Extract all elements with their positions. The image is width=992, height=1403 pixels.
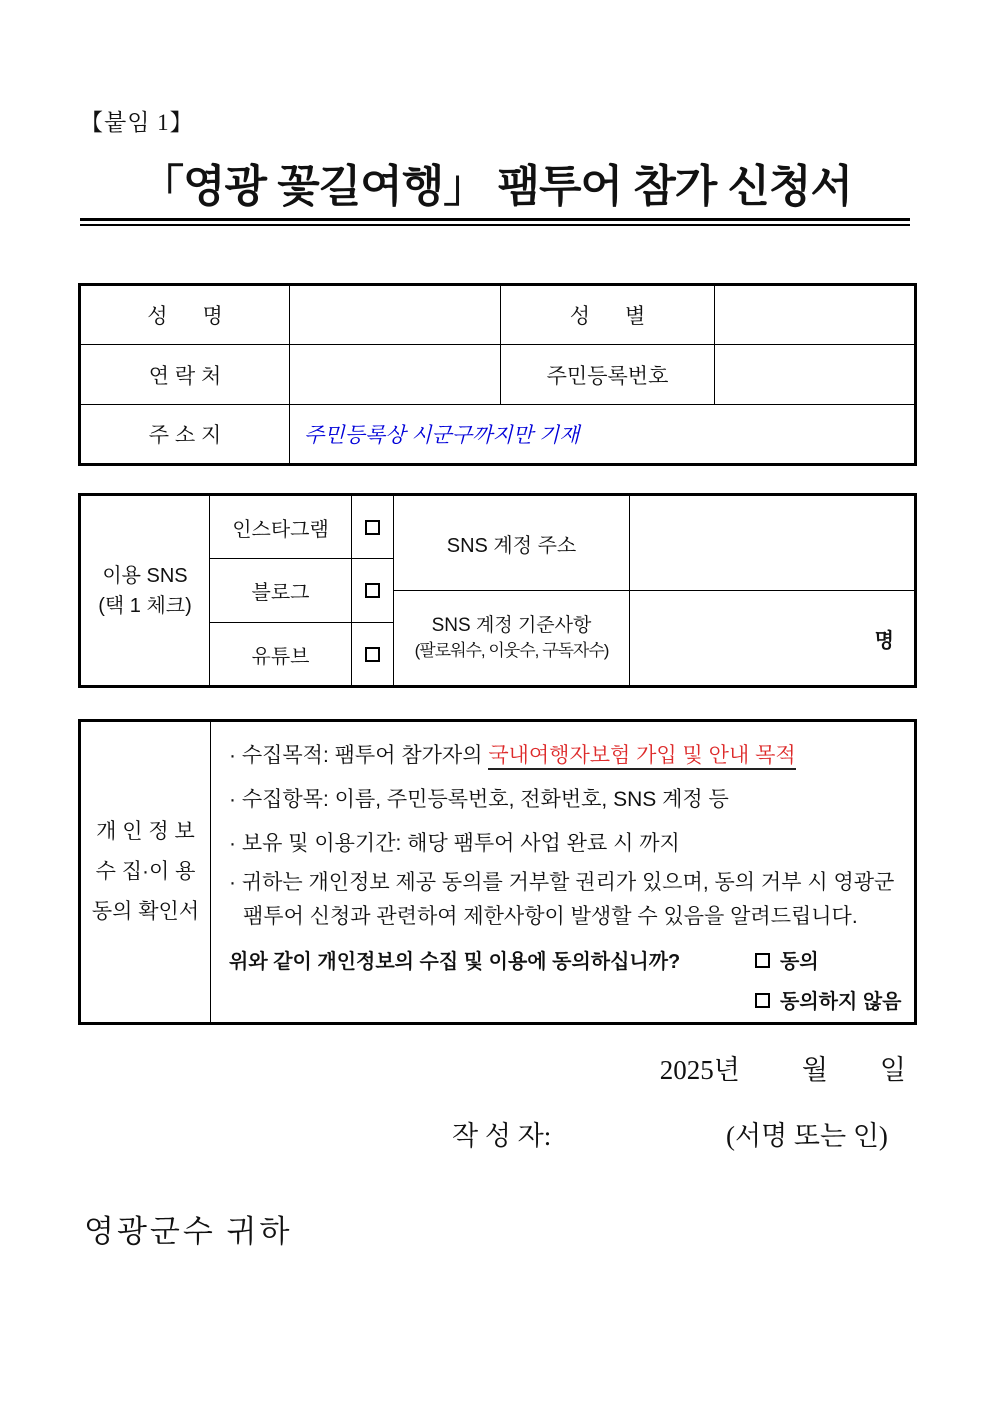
rights-line-1: · 귀하는 개인정보 제공 동의를 거부할 권리가 있으며, 동의 거부 시 영광군: [229, 871, 895, 894]
table-row: [80, 285, 916, 345]
collection-items-line: · 수집항목: 이름, 주민등록번호, 전화번호, SNS 계정 등: [229, 788, 729, 811]
rights-line-2: 팸투어 신청과 관련하여 제한사항이 발생할 수 있음을 알려드립니다.: [243, 905, 858, 928]
date-day: 일: [879, 1055, 906, 1085]
attachment-label: 【붙임 1】: [80, 110, 194, 135]
unit-label: 명: [874, 629, 894, 652]
date-year: 2025년: [659, 1055, 740, 1085]
checkbox-blog-cell[interactable]: [352, 559, 394, 623]
instagram-checkbox-icon[interactable]: [365, 520, 380, 535]
purpose-highlight: 국내여행자보험 가입 및 안내 목적: [488, 744, 795, 770]
gender-label: 성 별: [501, 285, 715, 345]
blog-checkbox-icon[interactable]: [365, 583, 380, 598]
address-value-cell[interactable]: [290, 405, 916, 465]
sns-table: [78, 493, 917, 688]
privacy-consent-table: [78, 719, 917, 1025]
checkbox-youtube-cell[interactable]: [352, 623, 394, 687]
name-value-cell[interactable]: [290, 285, 501, 345]
recipient-line: 영광군수 귀하: [84, 1214, 293, 1249]
retention-line: · 보유 및 이용기간: 해당 팸투어 사업 완료 시 까지: [229, 832, 680, 855]
name-label: 성 명: [80, 285, 290, 345]
consent-disagree-row: [229, 982, 904, 1022]
signature-hint: (서명 또는 인): [726, 1121, 888, 1151]
sns-account-address-label: SNS 계정 주소: [394, 495, 630, 591]
sns-account-address-value-cell[interactable]: [630, 495, 916, 591]
privacy-side-label: 개 인 정 보 수 집·이 용 동의 확인서: [80, 721, 211, 1024]
title-double-rule: [80, 218, 910, 226]
privacy-body: [211, 721, 916, 1024]
address-hint-text: 주민등록상 시군구까지만 기재: [304, 424, 580, 447]
collection-purpose-line: · 수집목적: 팸투어 참가자의 국내여행자보험 가입 및 안내 목적: [229, 734, 904, 778]
consent-question-row: [229, 942, 904, 982]
signature-line: [0, 1114, 992, 1154]
table-row: [80, 721, 916, 1024]
page-title: 「영광 꽃길여행」 팸투어 참가 신청서: [140, 162, 852, 211]
consent-question: 위와 같이 개인정보의 수집 및 이용에 동의하십니까?: [229, 951, 681, 973]
sns-criteria-value-cell[interactable]: [630, 591, 916, 687]
contact-value-cell[interactable]: [290, 345, 501, 405]
agree-label: 동의: [780, 951, 819, 973]
disagree-checkbox-icon[interactable]: [755, 993, 770, 1008]
rrn-value-cell[interactable]: [715, 345, 916, 405]
date-month: 월: [801, 1055, 828, 1085]
table-row: [80, 405, 916, 465]
writer-label: 작 성 자:: [452, 1121, 552, 1151]
sns-criteria-label: SNS 계정 기준사항 (팔로워수, 이웃수, 구독자수): [394, 591, 630, 687]
table-row: [80, 495, 916, 527]
agree-option[interactable]: [755, 942, 819, 982]
agree-checkbox-icon[interactable]: [755, 953, 770, 968]
gender-value-cell[interactable]: [715, 285, 916, 345]
date-line: [78, 1048, 914, 1087]
sns-option-youtube: 유튜브: [210, 623, 352, 687]
checkbox-instagram-cell[interactable]: [352, 495, 394, 559]
rrn-label: 주민등록번호: [501, 345, 715, 405]
applicant-info-table: [78, 283, 917, 466]
address-label: 주 소 지: [80, 405, 290, 465]
sns-option-blog: 블로그: [210, 559, 352, 623]
table-row: [80, 345, 916, 405]
sns-group-label: 이용 SNS (택 1 체크): [80, 495, 210, 687]
contact-label: 연 락 처: [80, 345, 290, 405]
sns-option-instagram: 인스타그램: [210, 495, 352, 559]
disagree-label: 동의하지 않음: [780, 991, 902, 1013]
youtube-checkbox-icon[interactable]: [365, 647, 380, 662]
disagree-option[interactable]: [755, 982, 901, 1022]
